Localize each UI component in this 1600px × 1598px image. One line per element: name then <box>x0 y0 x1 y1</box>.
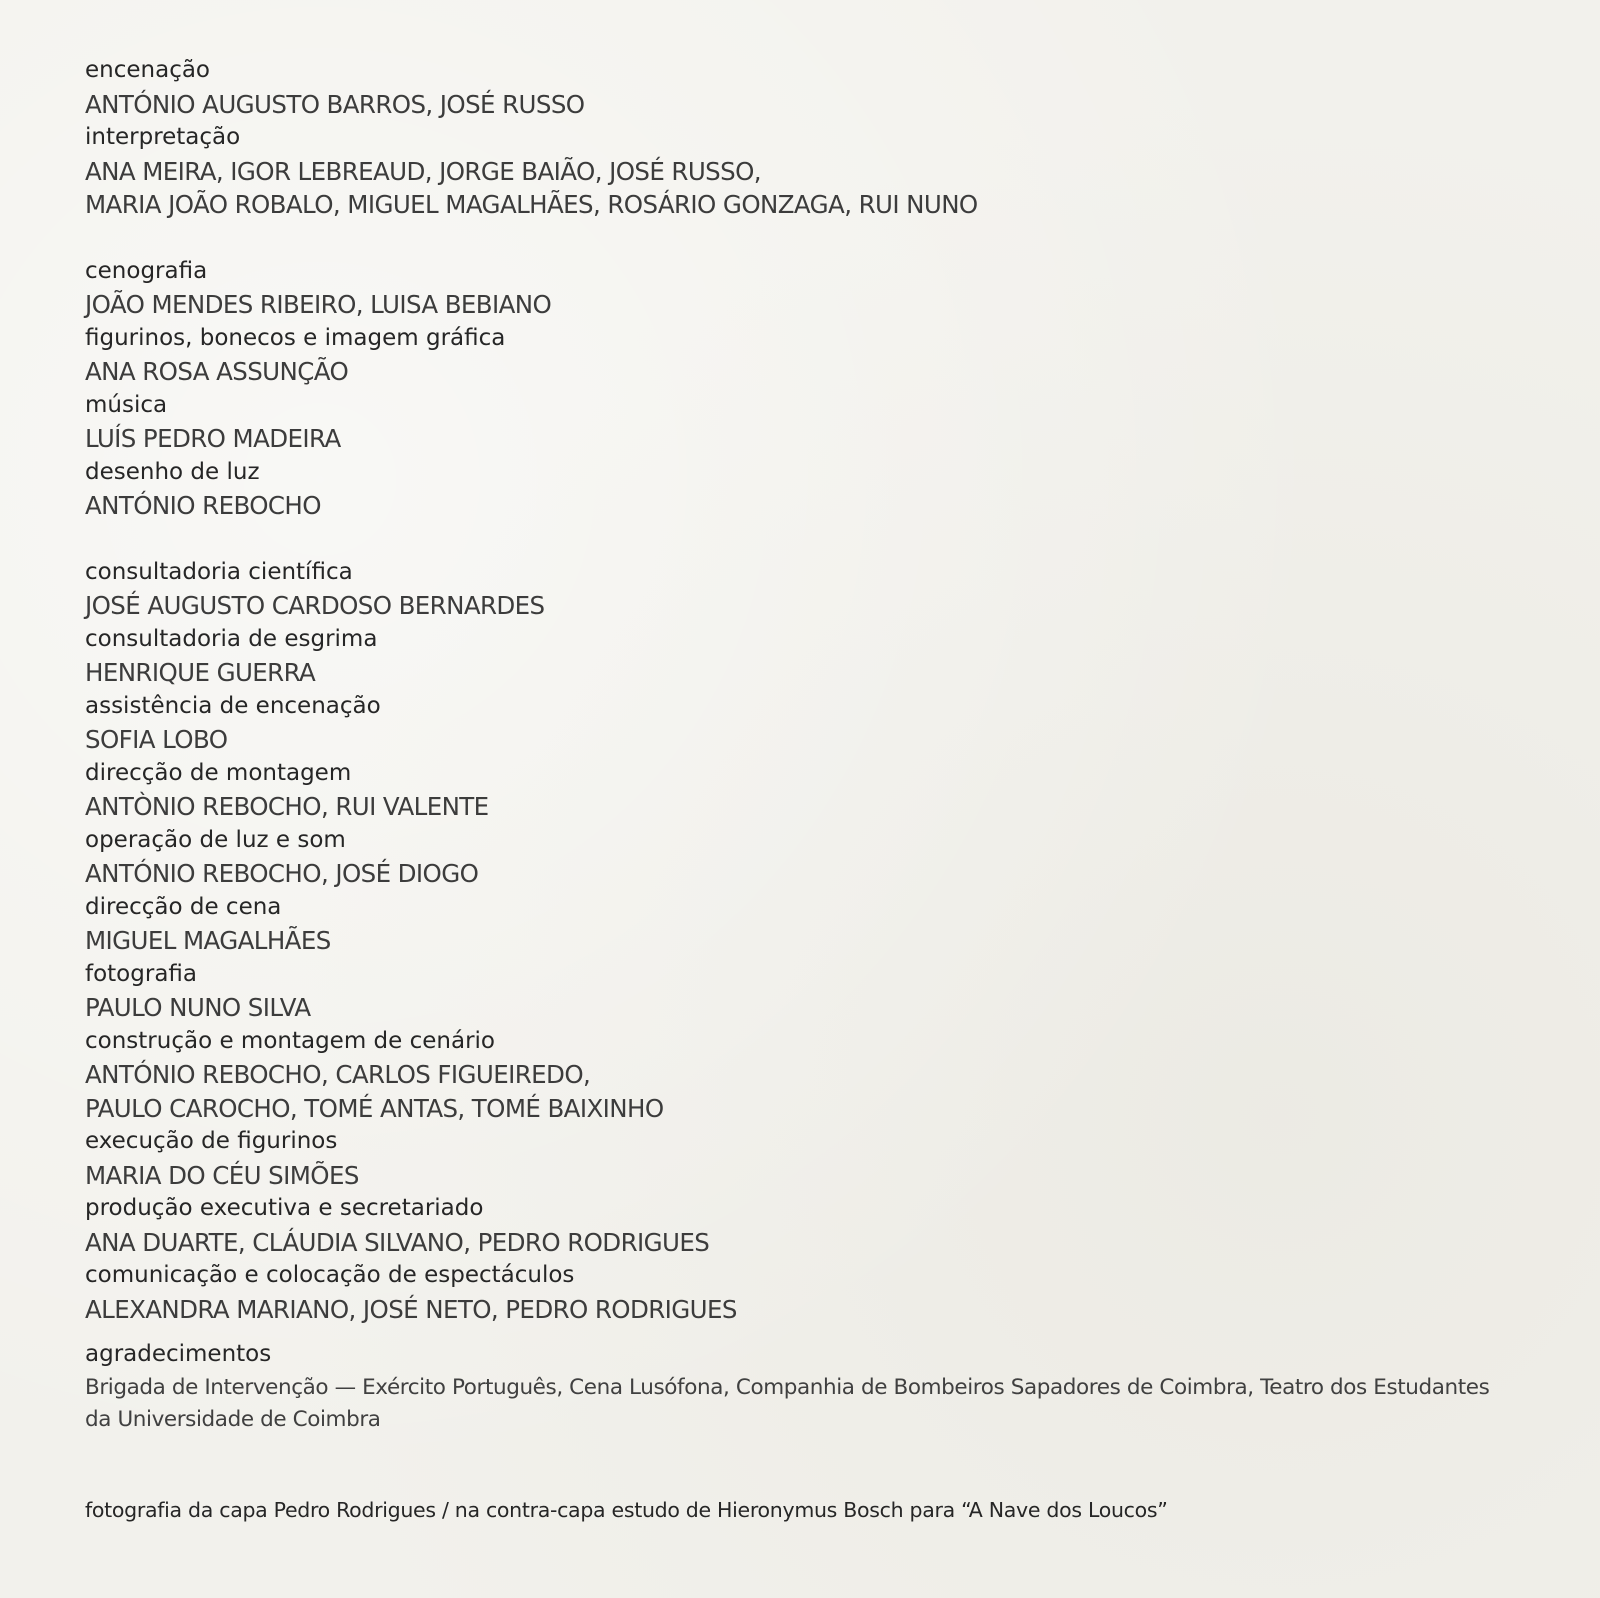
credit-entry <box>85 623 1525 690</box>
credit-names: ANTÓNIO AUGUSTO BARROS, JOSÉ RUSSO <box>85 89 585 119</box>
credit-names: PAULO CAROCHO, TOMÉ ANTAS, TOMÉ BAIXINHO <box>85 1093 664 1123</box>
credit-entry <box>85 1025 1525 1126</box>
credit-role: consultadoria científica <box>85 558 353 585</box>
credit-entry <box>85 556 1525 623</box>
credit-names: ALEXANDRA MARIANO, JOSÉ NETO, PEDRO RODRIGUES <box>85 1294 737 1324</box>
credit-role: direcção de montagem <box>85 759 352 786</box>
credit-names: PAULO NUNO SILVA <box>85 993 311 1022</box>
credit-entry <box>85 690 1525 757</box>
acknowledgements-text: Brigada de Intervenção — Exército Português, Cena Lusófona, Companhia de Bombeiros Sapadores de Coimbra, Teatro dos Estudantes da Universidade de Coimbra <box>85 1374 1490 1432</box>
credit-names: JOÃO MENDES RIBEIRO, LUISA BEBIANO <box>85 290 552 319</box>
credit-names: ANTÓNIO REBOCHO, CARLOS FIGUEIREDO, <box>85 1060 591 1089</box>
credit-entry <box>85 824 1525 891</box>
credit-names: ANTÓNIO REBOCHO <box>85 491 321 520</box>
credit-entry <box>85 456 1525 523</box>
credit-entry <box>85 54 1525 121</box>
credit-role: encenação <box>85 57 211 83</box>
cover-photo-credit: fotografia da capa Pedro Rodrigues / na contra-capa estudo de Hieronymus Bosch para “A Nave dos Loucos” <box>85 1498 1168 1522</box>
credit-role: desenho de luz <box>85 458 260 485</box>
credit-role: execução de figurinos <box>85 1128 338 1154</box>
credit-group <box>85 556 1525 1327</box>
credit-group <box>85 54 1525 222</box>
credit-names: ANTÒNIO REBOCHO, RUI VALENTE <box>85 792 489 821</box>
credit-entry <box>85 322 1525 389</box>
credit-entry <box>85 1259 1525 1326</box>
credit-names: JOSÉ AUGUSTO CARDOSO BERNARDES <box>85 591 545 620</box>
credit-names: MIGUEL MAGALHÃES <box>85 926 331 955</box>
credit-role: comunicação e colocação de espectáculos <box>85 1262 575 1288</box>
credit-group <box>85 255 1525 523</box>
credit-names: ANTÓNIO REBOCHO, JOSÉ DIOGO <box>85 859 479 888</box>
credit-role: cenografia <box>85 257 208 284</box>
credit-entry <box>85 757 1525 824</box>
credit-role: interpretação <box>85 124 241 150</box>
credit-entry <box>85 1192 1525 1259</box>
credit-names: LUÍS PEDRO MADEIRA <box>85 424 341 453</box>
credit-entry <box>85 121 1525 222</box>
acknowledgements-heading: agradecimentos <box>85 1341 272 1367</box>
credit-entry <box>85 389 1525 456</box>
acknowledgements-section <box>85 1338 1525 1436</box>
credit-role: operação de luz e som <box>85 826 346 853</box>
credit-role: figurinos, bonecos e imagem gráfica <box>85 324 506 351</box>
credit-names: MARIA DO CÉU SIMÕES <box>85 1160 359 1190</box>
credit-names: ANA ROSA ASSUNÇÃO <box>85 357 349 386</box>
credit-role: fotografia <box>85 960 197 987</box>
credit-entry <box>85 891 1525 958</box>
credits-list <box>85 54 1525 1359</box>
credit-names: HENRIQUE GUERRA <box>85 658 316 687</box>
credit-entry <box>85 958 1525 1025</box>
credit-role: música <box>85 391 168 418</box>
credit-role: consultadoria de esgrima <box>85 625 378 652</box>
credit-names: ANA DUARTE, CLÁUDIA SILVANO, PEDRO RODRIGUES <box>85 1227 710 1257</box>
credit-names: SOFIA LOBO <box>85 725 228 754</box>
credit-names: MARIA JOÃO ROBALO, MIGUEL MAGALHÃES, ROSÁRIO GONZAGA, RUI NUNO <box>85 190 978 219</box>
credit-role: construção e montagem de cenário <box>85 1027 495 1054</box>
credit-role: produção executiva e secretariado <box>85 1195 484 1221</box>
credit-entry <box>85 1125 1525 1192</box>
credit-role: direcção de cena <box>85 893 282 920</box>
credit-entry <box>85 255 1525 322</box>
credit-role: assistência de encenação <box>85 692 381 719</box>
credit-names: ANA MEIRA, IGOR LEBREAUD, JORGE BAIÃO, JOSÉ RUSSO, <box>85 156 761 186</box>
